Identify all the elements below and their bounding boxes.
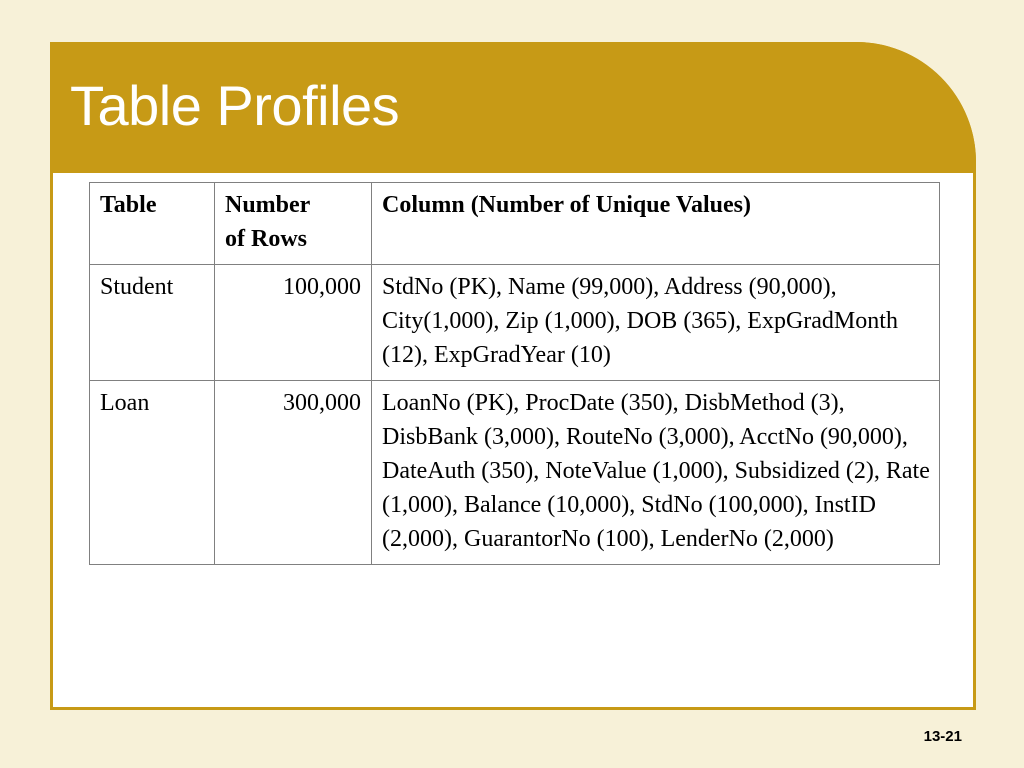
header-number-of-rows xyxy=(215,183,372,265)
cell-columns: LoanNo (PK), ProcDate (350), DisbMethod (3), DisbBank (3,000), RouteNo (3,000), AcctNo (90,000), DateAuth (350), NoteValue (1,000), Subsidized (2), Rate (1,000), Balance (10,000), StdNo (100,000), InstID (2,000), GuarantorNo (100), LenderNo (2,000) xyxy=(372,381,940,565)
cell-table-name: Loan xyxy=(90,381,215,565)
header-rows-line1: Number xyxy=(225,192,311,218)
header-rows-line2: of Rows xyxy=(225,226,307,252)
slide-frame xyxy=(50,42,976,710)
table-header-row xyxy=(90,183,940,265)
cell-table-name: Student xyxy=(90,265,215,381)
header-table: Table xyxy=(90,183,215,265)
cell-row-count: 300,000 xyxy=(215,381,372,565)
header-columns: Column (Number of Unique Values) xyxy=(372,183,940,265)
slide-title: Table Profiles xyxy=(70,74,400,137)
table-profiles xyxy=(89,182,940,565)
title-bar xyxy=(50,42,976,173)
table-row-loan xyxy=(90,381,940,565)
slide-number: 13-21 xyxy=(923,728,962,745)
cell-row-count: 100,000 xyxy=(215,265,372,381)
table-row-student xyxy=(90,265,940,381)
cell-columns: StdNo (PK), Name (99,000), Address (90,000), City(1,000), Zip (1,000), DOB (365), ExpGradMonth (12), ExpGradYear (10) xyxy=(372,265,940,381)
